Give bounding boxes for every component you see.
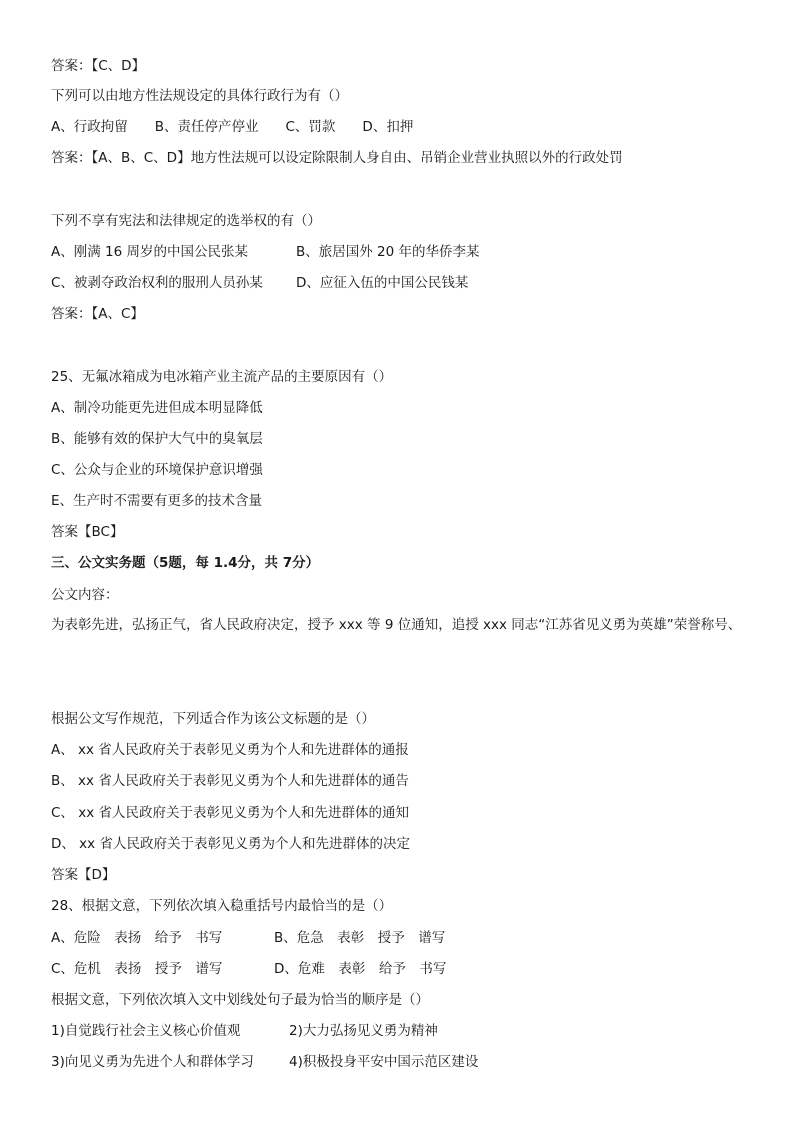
option-b: B、旅居国外 20 年的华侨李某 — [296, 244, 480, 260]
doc-content: 为表彰先进，弘扬正气，省人民政府决定，授予 xxx 等 9 位通知，追授 xxx 同志“江苏省见义勇为英雄”荣誉称号、 — [51, 617, 742, 633]
question-line: 下列可以由地方性法规设定的具体行政行为有（） — [51, 88, 348, 104]
option-d: D、危难 表彰 给予 书写 — [274, 961, 447, 977]
options-line: A、行政拘留 B、责任停产停业 C、罚款 D、扣押 — [51, 119, 414, 135]
option-b: B、能够有效的保护大气中的臭氧层 — [51, 431, 263, 447]
answer-line: 答案【BC】 — [51, 524, 124, 540]
doc-label: 公文内容： — [51, 587, 119, 603]
sentence-2: 2)大力弘扬见义勇为精神 — [289, 1023, 438, 1039]
answer-line: 答案：【A、C】 — [51, 306, 144, 322]
option-c: C、 xx 省人民政府关于表彰见义勇为个人和先进群体的通知 — [51, 805, 409, 821]
option-a: A、制冷功能更先进但成本明显降低 — [51, 400, 263, 416]
option-d: D、 xx 省人民政府关于表彰见义勇为个人和先进群体的决定 — [51, 836, 410, 852]
option-b: B、危急 表彰 授予 谱写 — [274, 930, 446, 946]
answer-line: 答案：【A、B、C、D】地方性法规可以设定除限制人身自由、吊销企业营业执照以外的行政处罚 — [51, 150, 623, 166]
option-b: B、 xx 省人民政府关于表彰见义勇为个人和先进群体的通告 — [51, 773, 409, 789]
question-line: 下列不享有宪法和法律规定的选举权的有（） — [51, 213, 321, 229]
option-a: A、危险 表扬 给予 书写 — [51, 930, 223, 946]
question-line: 28、根据文意，下列依次填入稳重括号内最恰当的是（） — [51, 898, 393, 914]
option-a: A、 xx 省人民政府关于表彰见义勇为个人和先进群体的通报 — [51, 742, 409, 758]
option-a: A、刚满 16 周岁的中国公民张某 — [51, 244, 248, 260]
question-line: 25、无氟冰箱成为电冰箱产业主流产品的主要原因有（） — [51, 369, 393, 385]
option-c: C、公众与企业的环境保护意识增强 — [51, 462, 263, 478]
answer-line: 答案：【C、D】 — [51, 58, 146, 74]
section-heading: 三、公文实务题（5题，每 1.4分，共 7分） — [51, 555, 320, 571]
option-e: E、生产时不需要有更多的技术含量 — [51, 493, 263, 509]
answer-line: 答案【D】 — [51, 867, 116, 883]
option-d: D、应征入伍的中国公民钱某 — [296, 275, 469, 291]
question-line: 根据公文写作规范，下列适合作为该公文标题的是（） — [51, 711, 375, 727]
option-c: C、被剥夺政治权利的服刑人员孙某 — [51, 275, 263, 291]
sentence-3: 3)向见义勇为先进个人和群体学习 — [51, 1054, 254, 1070]
sentence-4: 4)积极投身平安中国示范区建设 — [289, 1054, 479, 1070]
question-line: 根据文意，下列依次填入文中划线处句子最为恰当的顺序是（） — [51, 992, 429, 1008]
option-c: C、危机 表扬 授予 谱写 — [51, 961, 223, 977]
sentence-1: 1)自觉践行社会主义核心价值观 — [51, 1023, 241, 1039]
